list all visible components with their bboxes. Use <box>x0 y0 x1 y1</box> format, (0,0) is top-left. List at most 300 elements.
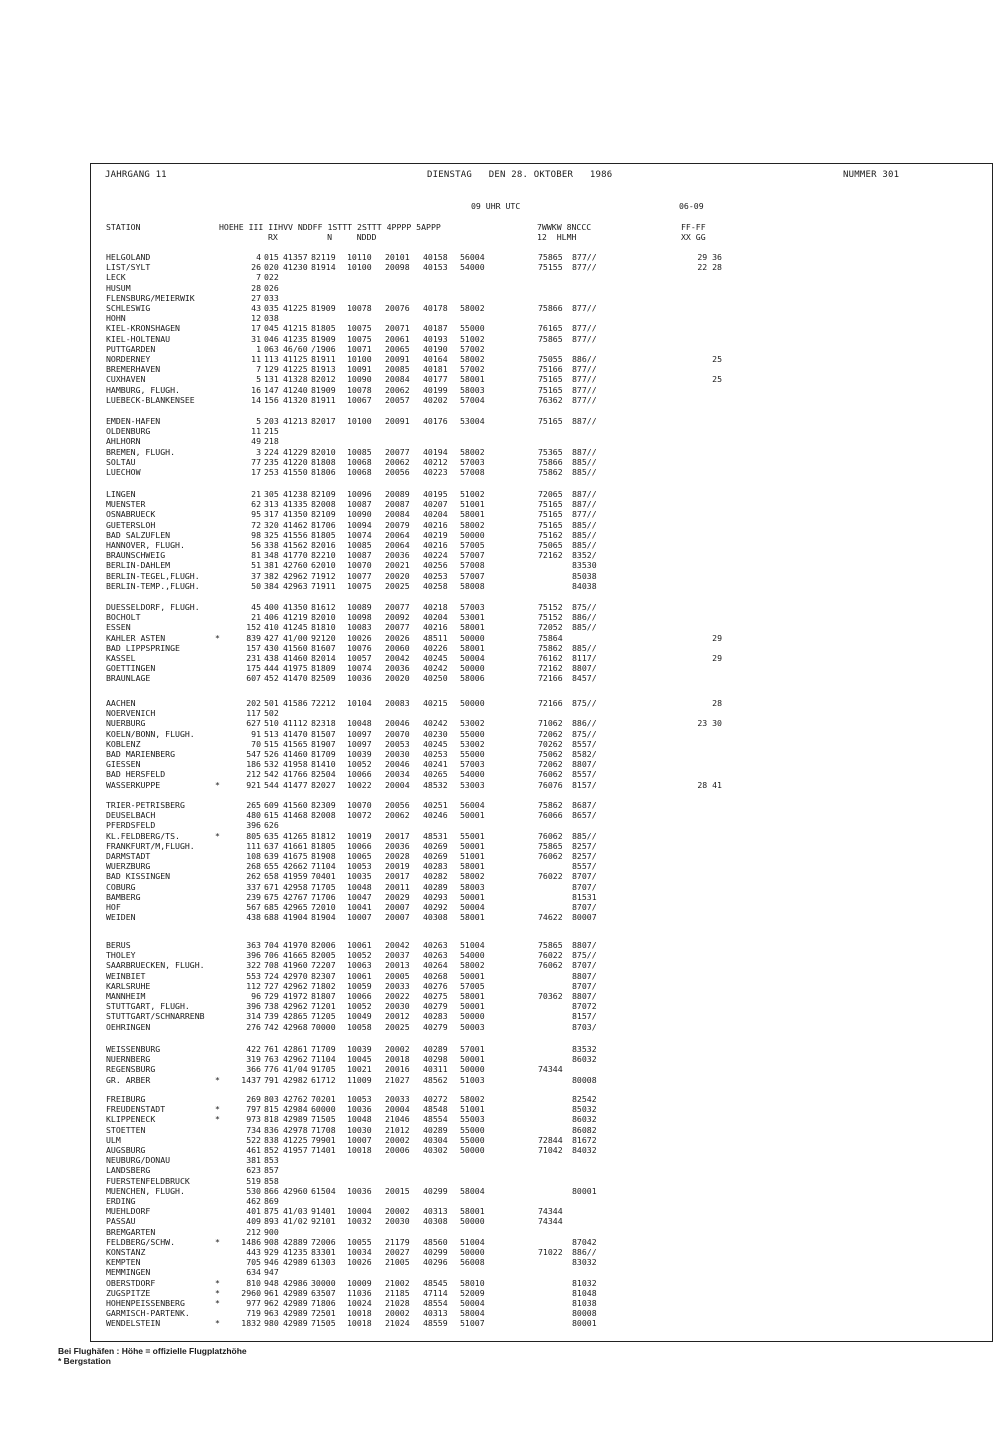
code-group: 61303 <box>311 1257 336 1268</box>
code-group: 10100 <box>347 416 372 426</box>
cloud-code: 8703/ <box>572 1021 597 1032</box>
station-index: 544 <box>264 779 279 790</box>
code-iihvv: 42760 <box>283 560 308 571</box>
station-height: 269 <box>246 1094 261 1104</box>
code-group: 20028 <box>385 851 410 861</box>
code-group: 71911 <box>311 580 336 591</box>
station-height: 462 <box>246 1196 261 1206</box>
weather-code: 72162 <box>538 550 563 561</box>
code-group: 40216 <box>423 622 448 633</box>
table-row <box>91 1247 992 1257</box>
code-group: 20042 <box>385 653 410 663</box>
table-row <box>91 1155 992 1165</box>
weather-code: 75365 <box>538 446 563 457</box>
station-name: OBERSTDORF <box>106 1277 156 1288</box>
code-group: 51004 <box>460 1236 485 1247</box>
station-height: 37 <box>251 570 261 581</box>
table-row <box>91 739 992 749</box>
code-group: 50001 <box>460 1054 485 1065</box>
station-name: KONSTANZ <box>106 1247 146 1257</box>
code-group: 81904 <box>311 912 336 923</box>
code-group: 21024 <box>385 1318 410 1329</box>
station-index: 015 <box>264 252 279 262</box>
code-group: 55003 <box>460 1114 485 1125</box>
station-index: 948 <box>264 1277 279 1288</box>
code-group: 40178 <box>423 303 448 313</box>
code-group: 82008 <box>311 499 336 510</box>
code-group: 55000 <box>460 749 485 759</box>
code-group: 40242 <box>423 718 448 729</box>
code-group: 40258 <box>423 580 448 591</box>
table-row <box>91 540 992 550</box>
station-name: ZUGSPITZE <box>106 1287 151 1298</box>
station-height: 567 <box>246 902 261 912</box>
station-name: AACHEN <box>106 698 136 708</box>
code-group: 20101 <box>385 252 410 262</box>
station-height: 212 <box>246 769 261 780</box>
code-group: 71806 <box>311 1298 336 1308</box>
code-group: 51003 <box>460 1074 485 1085</box>
code-group: 82010 <box>311 612 336 623</box>
code-group: 40304 <box>423 1134 448 1145</box>
code-group: 50004 <box>460 902 485 912</box>
code-group: 50001 <box>460 840 485 851</box>
station-name: PFERDSFELD <box>106 820 156 831</box>
code-group: 40202 <box>423 394 448 405</box>
cloud-code: 80008 <box>572 1308 597 1319</box>
code-group: 20017 <box>385 830 410 841</box>
station-index: 253 <box>264 467 279 477</box>
mountain-marker: * <box>215 1318 220 1329</box>
code-group: 40292 <box>423 902 448 912</box>
station-height: 363 <box>246 940 261 950</box>
table-row <box>91 1267 992 1277</box>
mountain-marker: * <box>215 1298 220 1308</box>
station-index: 452 <box>264 673 279 684</box>
code-group: 10066 <box>347 991 372 1001</box>
table-row <box>91 1001 992 1011</box>
code-group: 48532 <box>423 779 448 790</box>
code-group: 10067 <box>347 394 372 405</box>
station-height: 50 <box>251 580 261 591</box>
weather-code: 75865 <box>538 840 563 851</box>
code-iihvv: 41970 <box>283 940 308 950</box>
station-index: 639 <box>264 851 279 861</box>
code-group: 58004 <box>460 1308 485 1319</box>
code-iihvv: 41230 <box>283 262 308 273</box>
code-column-header: HOEHE III IIHVV NDDFF 1STTT 2STTT 4PPPP 5APPP <box>219 222 441 232</box>
code-group: 20025 <box>385 580 410 591</box>
code-group: 81805 <box>311 840 336 851</box>
station-index: 045 <box>264 323 279 334</box>
cloud-code: 8807/ <box>572 759 597 770</box>
station-height: 28 <box>251 282 261 293</box>
station-index: 946 <box>264 1257 279 1268</box>
station-height: 51 <box>251 560 261 571</box>
code-group: 71912 <box>311 570 336 581</box>
code-group: 10059 <box>347 980 372 991</box>
code-iihvv: 41556 <box>283 529 308 540</box>
table-row <box>91 385 992 395</box>
station-name: BAD HERSFELD <box>106 769 166 780</box>
code-group: 20033 <box>385 980 410 991</box>
code-group: 40313 <box>423 1206 448 1217</box>
cloud-code: 8157/ <box>572 1011 597 1022</box>
code-group: 10061 <box>347 970 372 981</box>
code-group: 53002 <box>460 738 485 749</box>
code-group: 58006 <box>460 673 485 684</box>
station-height: 5 <box>256 416 261 426</box>
station-height: 21 <box>251 489 261 499</box>
station-name: MEMMINGEN <box>106 1267 151 1278</box>
table-row <box>91 550 992 560</box>
cloud-code: 886// <box>572 718 597 729</box>
weather-code: 70362 <box>538 991 563 1001</box>
code-iihvv: 42978 <box>283 1124 308 1135</box>
code-group: 58001 <box>460 509 485 520</box>
table-row <box>91 1186 992 1196</box>
station-index: 382 <box>264 570 279 581</box>
code-group: 58001 <box>460 912 485 923</box>
code-group: 58008 <box>460 580 485 591</box>
cloud-code: 8687/ <box>572 800 597 810</box>
cloud-code: 877// <box>572 303 597 313</box>
code-group: 10075 <box>347 580 372 591</box>
code-group: 40256 <box>423 560 448 571</box>
code-group: 10026 <box>347 1257 372 1268</box>
code-group: 40283 <box>423 861 448 872</box>
code-group: 53003 <box>460 779 485 790</box>
table-row <box>91 612 992 622</box>
station-index: 738 <box>264 1001 279 1012</box>
code-group: 10055 <box>347 1236 372 1247</box>
code-group: 58003 <box>460 881 485 892</box>
station-index: 203 <box>264 416 279 426</box>
station-index: 400 <box>264 602 279 612</box>
mountain-marker: * <box>215 1114 220 1125</box>
code-group: 82014 <box>311 653 336 663</box>
station-name: BAD MARIENBERG <box>106 749 176 759</box>
cloud-code: 8807/ <box>572 970 597 981</box>
code-group: 20089 <box>385 489 410 499</box>
code-group: 10078 <box>347 384 372 395</box>
code-group: 10036 <box>347 1104 372 1115</box>
table-row <box>91 663 992 673</box>
station-index: 020 <box>264 262 279 273</box>
weather-code: 75162 <box>538 529 563 540</box>
code-group: 62010 <box>311 560 336 571</box>
station-index: 858 <box>264 1175 279 1186</box>
cloud-code: 8257/ <box>572 851 597 861</box>
station-name: DUESSELDORF, FLUGH. <box>106 602 200 612</box>
station-name: FELDBERG/SCHW. <box>106 1236 176 1247</box>
cloud-code: 8657/ <box>572 810 597 821</box>
station-name: HELGOLAND <box>106 252 151 262</box>
table-row <box>91 426 992 436</box>
weather-code: 75865 <box>538 940 563 950</box>
code-group: 71104 <box>311 861 336 872</box>
table-row <box>91 871 992 881</box>
code-group: 40164 <box>423 354 448 364</box>
code-group: 40311 <box>423 1064 448 1075</box>
cloud-code: 84032 <box>572 1145 597 1155</box>
station-index: 410 <box>264 622 279 633</box>
code-group: 10075 <box>347 323 372 334</box>
station-index: 688 <box>264 912 279 923</box>
code-group: 92120 <box>311 632 336 643</box>
station-name: BREMEN, FLUGH. <box>106 446 176 457</box>
station-height: 623 <box>246 1165 261 1176</box>
station-name: WEIDEN <box>106 912 136 923</box>
code-group: 10036 <box>347 673 372 684</box>
code-iihvv: 41240 <box>283 384 308 395</box>
weather-code: 75865 <box>538 333 563 344</box>
station-index: 729 <box>264 991 279 1001</box>
code-group: 50000 <box>460 698 485 708</box>
code-group: 82016 <box>311 540 336 550</box>
code-group: 48531 <box>423 830 448 841</box>
code-group: 10075 <box>347 333 372 344</box>
weather-code: 76076 <box>538 779 563 790</box>
station-index: 637 <box>264 840 279 851</box>
code-group: 10052 <box>347 950 372 961</box>
code-group: 10034 <box>347 1247 372 1257</box>
cloud-code: 885// <box>572 456 597 467</box>
code-group: 53002 <box>460 718 485 729</box>
code-group: 82027 <box>311 779 336 790</box>
code-group: 82309 <box>311 800 336 810</box>
code-group: 10097 <box>347 738 372 749</box>
weather-code: 75866 <box>538 456 563 467</box>
weather-report-sheet <box>90 163 993 1342</box>
station-height: 921 <box>246 779 261 790</box>
code-group: 50001 <box>460 891 485 902</box>
station-name: BOCHOLT <box>106 612 141 623</box>
cloud-code: 875// <box>572 950 597 961</box>
code-group: 10090 <box>347 509 372 520</box>
code-group: 72212 <box>311 698 336 708</box>
station-name: BAD LIPPSPRINGE <box>106 642 180 653</box>
code-group: 10036 <box>347 1185 372 1196</box>
gust-value: 23 30 <box>697 718 722 729</box>
station-name: KIEL-HOLTENAU <box>106 333 171 344</box>
cloud-code: 8807/ <box>572 940 597 950</box>
code-group: 20065 <box>385 343 410 354</box>
code-group: 82119 <box>311 252 336 262</box>
station-height: 157 <box>246 642 261 653</box>
station-height: 268 <box>246 861 261 872</box>
table-row <box>91 729 992 739</box>
code-group: 40302 <box>423 1145 448 1155</box>
code-group: 71505 <box>311 1318 336 1329</box>
code-iihvv: 41565 <box>283 738 308 749</box>
code-iihvv: 41350 <box>283 509 308 520</box>
code-iihvv: 41238 <box>283 489 308 499</box>
code-group: 40308 <box>423 1216 448 1227</box>
code-iihvv: 41112 <box>283 718 308 729</box>
station-name: BERLIN-DAHLEM <box>106 560 171 571</box>
code-group: 58004 <box>460 1185 485 1196</box>
station-height: 314 <box>246 1011 261 1022</box>
table-row <box>91 831 992 841</box>
code-group: 82318 <box>311 718 336 729</box>
station-height: 705 <box>246 1257 261 1268</box>
table-row <box>91 1308 992 1318</box>
station-height: 547 <box>246 749 261 759</box>
table-row <box>91 622 992 632</box>
code-group: 54000 <box>460 262 485 273</box>
code-iihvv: 42861 <box>283 1044 308 1054</box>
cloud-code: 86032 <box>572 1054 597 1065</box>
code-group: 61712 <box>311 1074 336 1085</box>
code-group: 81908 <box>311 851 336 861</box>
code-group: 20030 <box>385 1001 410 1012</box>
code-group: 10053 <box>347 861 372 872</box>
code-group: 57007 <box>460 570 485 581</box>
station-name: NORDERNEY <box>106 354 151 364</box>
station-index: 033 <box>264 292 279 303</box>
station-height: 396 <box>246 820 261 831</box>
weather-code: 72065 <box>538 489 563 499</box>
cloud-code: 887// <box>572 489 597 499</box>
code-iihvv: 41958 <box>283 759 308 770</box>
code-group: 10070 <box>347 800 372 810</box>
code-iihvv: 41562 <box>283 540 308 550</box>
station-name: DEUSELBACH <box>106 810 156 821</box>
footnote-airports: Bei Flughäfen : Höhe = offizielle Flugplatzhöhe <box>58 1346 247 1356</box>
station-height: 231 <box>246 653 261 663</box>
station-index: 791 <box>264 1074 279 1085</box>
table-row <box>91 991 992 1001</box>
report-date: DIENSTAG DEN 28. OKTOBER 1986 <box>427 170 613 180</box>
station-index: 980 <box>264 1318 279 1329</box>
cloud-code: 885// <box>572 467 597 477</box>
gust-value: 29 <box>712 632 722 643</box>
code-group: 20002 <box>385 1044 410 1054</box>
code-group: 40279 <box>423 1001 448 1012</box>
code-group: 20064 <box>385 540 410 550</box>
code-group: 81709 <box>311 749 336 759</box>
code-iihvv: 42986 <box>283 1277 308 1288</box>
code-iihvv: 41586 <box>283 698 308 708</box>
station-name: NUERNBERG <box>106 1054 151 1065</box>
code-iihvv: 41975 <box>283 663 308 674</box>
code-group: 51007 <box>460 1318 485 1329</box>
code-group: 40194 <box>423 446 448 457</box>
station-index: 444 <box>264 663 279 674</box>
code-group: 71802 <box>311 980 336 991</box>
code-iihvv: 41357 <box>283 252 308 262</box>
code-group: 20087 <box>385 499 410 510</box>
code-group: 20006 <box>385 1145 410 1155</box>
table-row <box>91 902 992 912</box>
code-group: 82010 <box>311 446 336 457</box>
code-group: 71705 <box>311 881 336 892</box>
code-group: 10094 <box>347 519 372 530</box>
station-name: PUTTGARDEN <box>106 343 156 354</box>
jahrgang-label: JAHRGANG 11 <box>105 170 167 180</box>
weather-code: 75165 <box>538 374 563 385</box>
code-iihvv: 41229 <box>283 446 308 457</box>
weather-code: 75152 <box>538 612 563 623</box>
code-group: 55000 <box>460 728 485 739</box>
table-row <box>91 780 992 790</box>
code-group: 10048 <box>347 1114 372 1125</box>
station-name: COBURG <box>106 881 136 892</box>
station-height: 21 <box>251 612 261 623</box>
station-index: 742 <box>264 1021 279 1032</box>
code-group: 91705 <box>311 1064 336 1075</box>
station-height: 337 <box>246 881 261 892</box>
code-group: 57008 <box>460 560 485 571</box>
code-iihvv: 42767 <box>283 891 308 902</box>
station-name: GIESSEN <box>106 759 141 770</box>
code-group: 10085 <box>347 446 372 457</box>
weather-code: 75165 <box>538 509 563 520</box>
station-height: 16 <box>251 384 261 395</box>
code-iihvv: 42762 <box>283 1094 308 1104</box>
cloud-code: 877// <box>572 364 597 375</box>
code-group: 20002 <box>385 1134 410 1145</box>
station-name: DARMSTADT <box>106 851 151 861</box>
station-name: LUEBECK-BLANKENSEE <box>106 394 195 405</box>
station-name: FRANKFURT/M,FLUGH. <box>106 840 195 851</box>
cloud-code: 81032 <box>572 1277 597 1288</box>
code-group: 20091 <box>385 416 410 426</box>
code-group: 20053 <box>385 738 410 749</box>
code-group: 57007 <box>460 550 485 561</box>
cloud-code: 887// <box>572 499 597 510</box>
code-group: 40289 <box>423 881 448 892</box>
code-group: 82210 <box>311 550 336 561</box>
code-group: 10018 <box>347 1308 372 1319</box>
station-height: 530 <box>246 1185 261 1196</box>
station-height: 262 <box>246 871 261 882</box>
gust-value: 25 <box>712 374 722 385</box>
code-group: 57001 <box>460 1044 485 1054</box>
station-index: 963 <box>264 1308 279 1319</box>
station-name: KARLSRUHE <box>106 980 151 991</box>
cloud-code: 80001 <box>572 1318 597 1329</box>
code-group: 61504 <box>311 1185 336 1196</box>
code-column-subheader: RX N NDDD <box>268 232 377 242</box>
cloud-code: 886// <box>572 612 597 623</box>
code-group: 40299 <box>423 1185 448 1196</box>
station-name: NEUBURG/DONAU <box>106 1155 171 1166</box>
station-index: 724 <box>264 970 279 981</box>
code-group: 10018 <box>347 1145 372 1155</box>
code-group: 82008 <box>311 810 336 821</box>
station-index: 893 <box>264 1216 279 1227</box>
table-row <box>91 530 992 540</box>
code-group: 82109 <box>311 489 336 499</box>
code-group: 10066 <box>347 840 372 851</box>
station-name: OEHRINGEN <box>106 1021 151 1032</box>
table-row <box>91 489 992 499</box>
code-group: 40242 <box>423 663 448 674</box>
weather-code: 76362 <box>538 394 563 405</box>
station-name: WEINBIET <box>106 970 146 981</box>
code-group: 48560 <box>423 1236 448 1247</box>
code-group: 10071 <box>347 343 372 354</box>
code-group: 40272 <box>423 1094 448 1104</box>
station-index: 513 <box>264 728 279 739</box>
cloud-code: 8157/ <box>572 779 597 790</box>
table-row <box>91 334 992 344</box>
mountain-marker: * <box>215 632 220 643</box>
table-row <box>91 1257 992 1267</box>
station-height: 91 <box>251 728 261 739</box>
